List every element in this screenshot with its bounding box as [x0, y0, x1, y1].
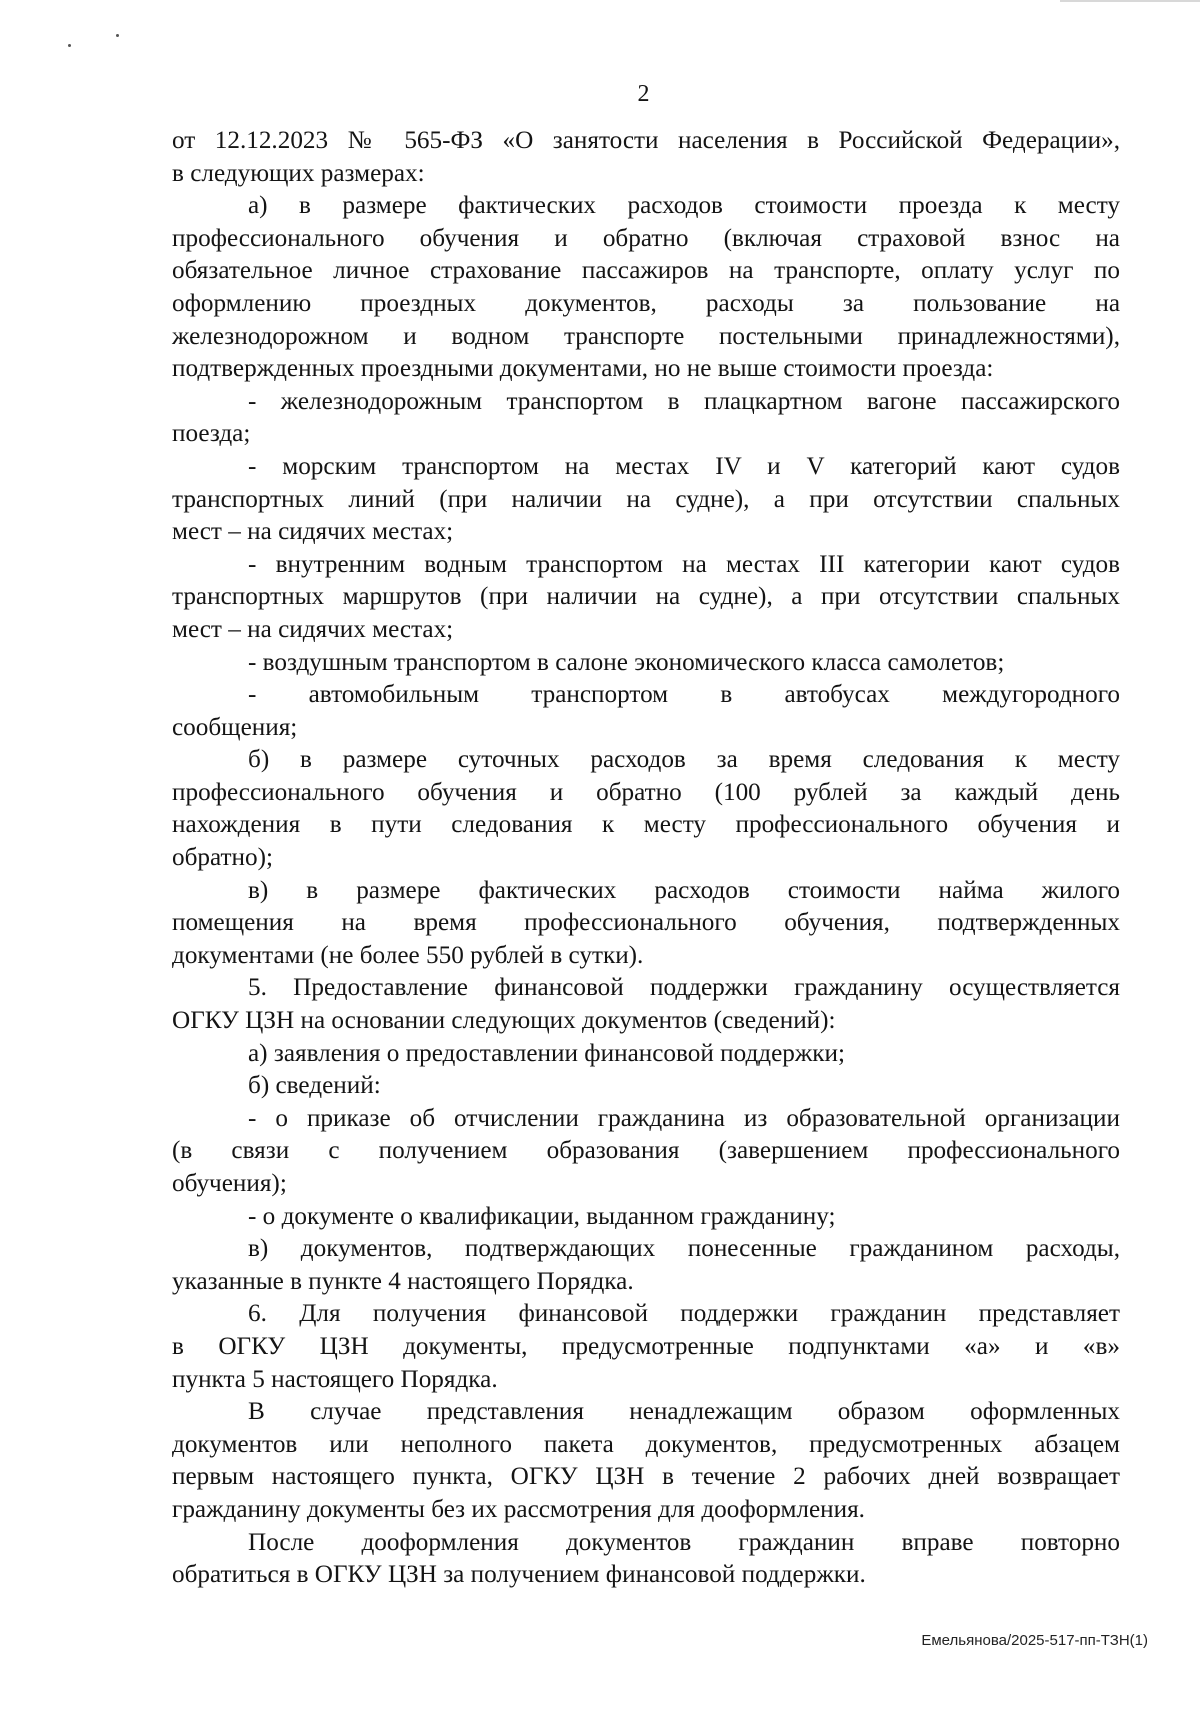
- text-line: - внутренним водным транспортом на местах III категории кают судов: [248, 550, 1120, 578]
- text-line: - автомобильным транспортом в автобусах междугородного: [248, 681, 1120, 709]
- text-line: сообщения;: [172, 713, 298, 741]
- text-line: документами (не более 550 рублей в сутки).: [172, 941, 644, 969]
- text-line: оформлению проездных документов, расходы за пользование на: [172, 289, 1120, 317]
- text-line: - воздушным транспортом в салоне экономического класса самолетов;: [248, 648, 1005, 676]
- text-line: гражданину документы без их рассмотрения для дооформления.: [172, 1495, 865, 1523]
- scan-speck: [68, 44, 71, 47]
- text-line: профессионального обучения и обратно (включая страховой взнос на: [172, 224, 1120, 252]
- text-line: в следующих размерах:: [172, 159, 425, 187]
- document-body: [172, 125, 1120, 1592]
- text-line: мест – на сидячих местах;: [172, 518, 454, 546]
- text-line: б) в размере суточных расходов за время следования к месту: [248, 746, 1120, 774]
- text-line: - о приказе об отчислении гражданина из образовательной организации: [248, 1104, 1120, 1132]
- scan-speck: [116, 34, 119, 37]
- text-line: - морским транспортом на местах IV и V категорий кают судов: [248, 452, 1120, 480]
- text-line: После дооформления документов гражданин вправе повторно: [248, 1528, 1120, 1556]
- text-line: в) в размере фактических расходов стоимости найма жилого: [248, 876, 1120, 904]
- text-line: б) сведений:: [248, 1072, 381, 1100]
- text-line: обратно);: [172, 844, 273, 872]
- text-line: 5. Предоставление финансовой поддержки гражданину осуществляется: [248, 974, 1120, 1002]
- text-line: - о документе о квалификации, выданном гражданину;: [248, 1202, 836, 1230]
- text-line: - железнодорожным транспортом в плацкартном вагоне пассажирского: [248, 387, 1120, 415]
- text-line: обучения);: [172, 1170, 287, 1197]
- text-line: 6. Для получения финансовой поддержки гражданин представляет: [248, 1300, 1120, 1328]
- text-line: нахождения в пути следования к месту профессионального обучения и: [172, 811, 1120, 839]
- text-line: мест – на сидячих местах;: [172, 615, 454, 643]
- text-line: транспортных маршрутов (при наличии на судне), а при отсутствии спальных: [172, 583, 1120, 611]
- text-line: пункта 5 настоящего Порядка.: [172, 1365, 498, 1393]
- scan-edge-line: [1060, 0, 1200, 2]
- page-number: 2: [637, 81, 650, 107]
- text-line: ОГКУ ЦЗН на основании следующих документов (сведений):: [172, 1007, 836, 1035]
- text-line: помещения на время профессионального обучения, подтвержденных: [172, 909, 1120, 937]
- text-line: железнодорожном и водном транспорте постельными принадлежностями),: [172, 322, 1120, 350]
- text-line: а) заявления о предоставлении финансовой поддержки;: [248, 1039, 845, 1067]
- text-line: от 12.12.2023 № 565-ФЗ «О занятости населения в Российской Федерации»,: [172, 127, 1120, 154]
- text-line: обратиться в ОГКУ ЦЗН за получением финансовой поддержки.: [172, 1561, 866, 1589]
- text-line: первым настоящего пункта, ОГКУ ЦЗН в течение 2 рабочих дней возвращает: [172, 1463, 1120, 1491]
- text-line: подтвержденных проездными документами, но не выше стоимости проезда:: [172, 355, 994, 383]
- text-line: профессионального обучения и обратно (100 рублей за каждый день: [172, 778, 1120, 806]
- text-line: (в связи с получением образования (завершением профессионального: [172, 1137, 1120, 1165]
- text-line: документов или неполного пакета документов, предусмотренных абзацем: [172, 1430, 1120, 1458]
- text-line: в) документов, подтверждающих понесенные гражданином расходы,: [248, 1235, 1120, 1263]
- text-line: обязательное личное страхование пассажиров на транспорте, оплату услуг по: [172, 257, 1120, 285]
- text-line: в ОГКУ ЦЗН документы, предусмотренные подпунктами «а» и «в»: [172, 1332, 1120, 1360]
- text-line: транспортных линий (при наличии на судне), а при отсутствии спальных: [172, 485, 1120, 513]
- text-line: указанные в пункте 4 настоящего Порядка.: [172, 1267, 634, 1295]
- text-line: а) в размере фактических расходов стоимости проезда к месту: [248, 192, 1120, 220]
- document-code: Емельянова/2025-517-пп-ТЗН(1): [921, 1632, 1148, 1649]
- text-line: В случае представления ненадлежащим образом оформленных: [248, 1398, 1120, 1426]
- text-line: поезда;: [172, 420, 251, 448]
